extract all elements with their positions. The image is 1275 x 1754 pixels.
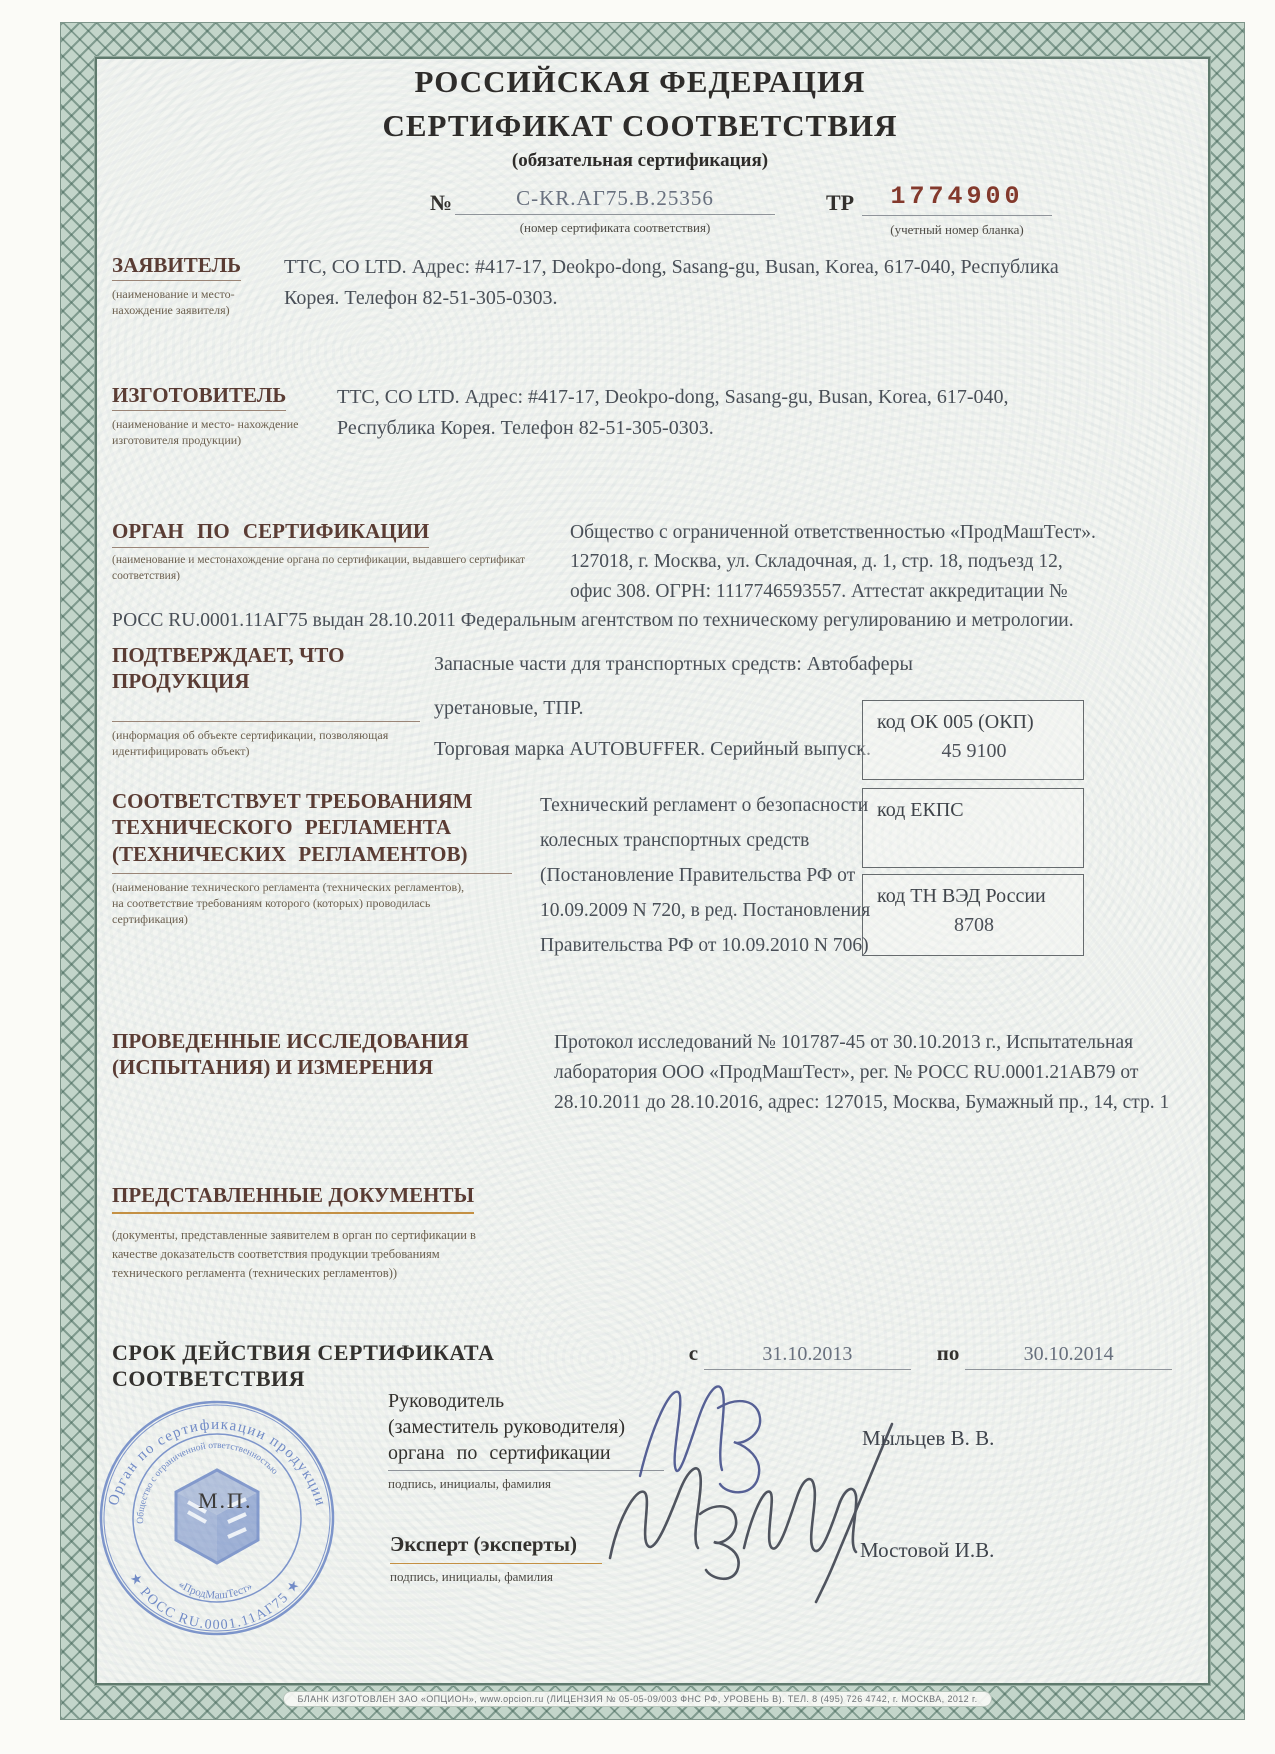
head-signature-caption: подпись, инициалы, фамилия — [388, 1476, 552, 1491]
stamp-ring-bottom-text: ★ РОСС RU.0001.11АГ75 ★ — [125, 1570, 305, 1633]
product-label-line2: ПРОДУКЦИЯ — [112, 669, 250, 694]
product-sublabel: (информация об объекте сертификации, позволяющая идентифицировать объект) — [112, 727, 389, 758]
stamp-ring-top-text: Орган по сертификации продукции — [105, 1416, 329, 1509]
tr-label: ТР — [826, 190, 855, 215]
product-label-line1: ПОДТВЕРЖДАЕТ, ЧТО — [112, 643, 345, 667]
manufacturer-label: ИЗГОТОВИТЕЛЬ — [112, 382, 286, 411]
certification-body-label: ОРГАН ПО СЕРТИФИКАЦИИ — [112, 518, 429, 548]
documents-label: ПРЕДСТАВЛЕННЫЕ ДОКУМЕНТЫ — [112, 1182, 474, 1214]
code-tnved-label: код ТН ВЭД России — [877, 885, 1046, 907]
certification-body-stamp — [88, 1382, 346, 1654]
section-certification-body — [112, 518, 1102, 635]
blank-number-caption: (учетный номер бланка) — [890, 222, 1024, 237]
applicant-value: TTC, CO LTD. Адрес: #417-17, Deokpo-dong, Sasang-gu, Busan, Korea, 617-040, Республика Корея. Телефон 82-51-305-0303. — [284, 256, 1059, 309]
manufacturer-label-column — [112, 382, 337, 449]
stamp-inner-top-text: Общество с ограниченной ответственностью — [135, 1440, 280, 1524]
compliance-label-block — [112, 788, 512, 874]
head-signature-line — [388, 1470, 664, 1471]
head-role-line2: (заместитель руководителя) — [388, 1416, 626, 1438]
code-ekps-label: код ЕКПС — [877, 799, 964, 821]
section-applicant — [112, 252, 1082, 319]
compliance-value: Технический регламент о безопасности колесных транспортных средств (Постановление Правительства РФ от 10.09.2009 N 720, в ред. Постановления Правительства РФ от 10.09.2010 N 706) — [540, 795, 871, 957]
section-compliance — [112, 788, 902, 963]
expert-signature-caption: подпись, инициалы, фамилия — [390, 1569, 554, 1584]
certification-body-value: Общество с ограниченной ответственностью «ПродМашТест». 127018, г. Москва, ул. Складочная, д. 1, стр. 18, подъезд 12, офис 308. ОГРН: 1117746593557. Аттестат аккредитации № РОСС RU.0001.11АГ75 выдан 28.10.2011 Федеральным агентством по техническому регулированию и метрологии. — [112, 522, 1096, 631]
head-role-line1: Руководитель — [388, 1390, 505, 1412]
stamp-cube-logo — [176, 1470, 258, 1563]
expert-role-label: Эксперт (эксперты) — [390, 1532, 578, 1556]
cert-number-value: C-KR.АГ75.В.25356 — [455, 186, 775, 215]
header-country: РОССИЙСКАЯ ФЕДЕРАЦИЯ — [414, 64, 866, 99]
section-research — [112, 1028, 1187, 1119]
cert-number-caption: (номер сертификата соответствия) — [519, 220, 711, 235]
validity-to-date: 30.10.2014 — [965, 1343, 1172, 1370]
certification-body-sublabel: (наименование и местонахождение органа по сертификации, выдавшего сертификат соответствия) — [112, 554, 526, 582]
product-label-column — [112, 642, 434, 765]
documents-sublabel: (документы, представленные заявителем в орган по сертификации в качестве доказательств соответствия продукции требованиям технического регламента (технических регламентов)) — [112, 1228, 476, 1280]
section-manufacturer — [112, 382, 1072, 449]
validity-to-label: по — [936, 1341, 960, 1365]
head-role-block — [388, 1388, 668, 1492]
expert-name: Мостовой И.В. — [860, 1538, 995, 1562]
manufacturer-value: TTC, CO LTD. Адрес: #417-17, Deokpo-dong, Sasang-gu, Busan, Korea, 617-040, Республика Корея. Телефон 82-51-305-0303. — [337, 386, 1009, 439]
section-product — [112, 642, 913, 765]
mp-seal-placeholder: М.П. — [198, 1488, 253, 1513]
expert-signature-line — [390, 1563, 602, 1564]
blank-serial-number: 1774900 — [862, 182, 1052, 216]
applicant-sublabel: (наименование и место- нахождение заявителя) — [112, 287, 235, 318]
blank-manufacturer-strip — [110, 1689, 1165, 1707]
research-label-line2: (ИСПЫТАНИЯ) И ИЗМЕРЕНИЯ — [112, 1055, 434, 1080]
code-okp-value: 45 9100 — [941, 740, 1007, 762]
compliance-label-line2: ТЕХНИЧЕСКОГО РЕГЛАМЕНТА — [112, 815, 452, 840]
header-subtitle: (обязательная сертификация) — [511, 150, 769, 171]
compliance-sublabel: (наименование технического регламента (технических регламентов), на соответствие требованиям которого (которых) проводилась сертификация) — [112, 879, 465, 927]
applicant-label-column — [112, 252, 284, 319]
product-value-line1: Запасные части для транспортных средств: Автобаферы уретановые, ТПР. — [434, 653, 913, 719]
research-label-line1: ПРОВЕДЕННЫЕ ИССЛЕДОВАНИЯ — [112, 1029, 469, 1053]
expert-role-block — [390, 1532, 620, 1585]
validity-from-date: 31.10.2013 — [704, 1343, 911, 1370]
validity-label: СРОК ДЕЙСТВИЯ СЕРТИФИКАТА СООТВЕТСТВИЯ — [112, 1340, 495, 1391]
stamp-inner-bottom-text: «ПродМашТест» — [176, 1578, 255, 1602]
research-value: Протокол исследований № 101787-45 от 30.10.2013 г., Испытательная лаборатория ООО «ПродМашТест», рег. № РОСС RU.0001.21АВ79 от 28.10.2011 до 28.10.2016, адрес: 127015, Москва, Бумажный пр., 14, стр. 1 — [554, 1032, 1170, 1114]
section-documents — [112, 1182, 632, 1283]
manufacturer-sublabel: (наименование и место- нахождение изготовителя продукции) — [112, 417, 299, 448]
compliance-label-line3: (ТЕХНИЧЕСКИХ РЕГЛАМЕНТОВ) — [112, 841, 468, 866]
code-box-okp — [862, 700, 1084, 780]
applicant-label: ЗАЯВИТЕЛЬ — [112, 252, 241, 281]
product-label-block — [112, 642, 420, 722]
head-name: Мыльцев В. В. — [862, 1426, 995, 1450]
cert-number-symbol: № — [430, 190, 453, 215]
blank-manufacturer-text: БЛАНК ИЗГОТОВЛЕН ЗАО «ОПЦИОН», www.opcion.ru (ЛИЦЕНЗИЯ № 05-05-09/003 ФНС РФ, УРОВЕНЬ В). ТЕЛ. 8 (495) 726 4742, г. МОСКВА, 2012 г. — [283, 1691, 993, 1707]
research-label-column — [112, 1028, 554, 1090]
compliance-label-column — [112, 788, 540, 963]
certification-body-label-column — [112, 518, 570, 602]
head-role-line3: органа по сертификации — [388, 1442, 611, 1464]
code-okp-label: код ОК 005 (ОКП) — [877, 711, 1034, 733]
code-tnved-value: 8708 — [954, 914, 994, 936]
page-title: СЕРТИФИКАТ СООТВЕТСТВИЯ — [382, 108, 898, 143]
product-value-line2: Торговая марка AUTOBUFFER. Серийный выпуск. — [434, 738, 872, 760]
validity-from-label: с — [688, 1341, 699, 1365]
compliance-label-line1: СООТВЕТСТВУЕТ ТРЕБОВАНИЯМ — [112, 789, 473, 813]
